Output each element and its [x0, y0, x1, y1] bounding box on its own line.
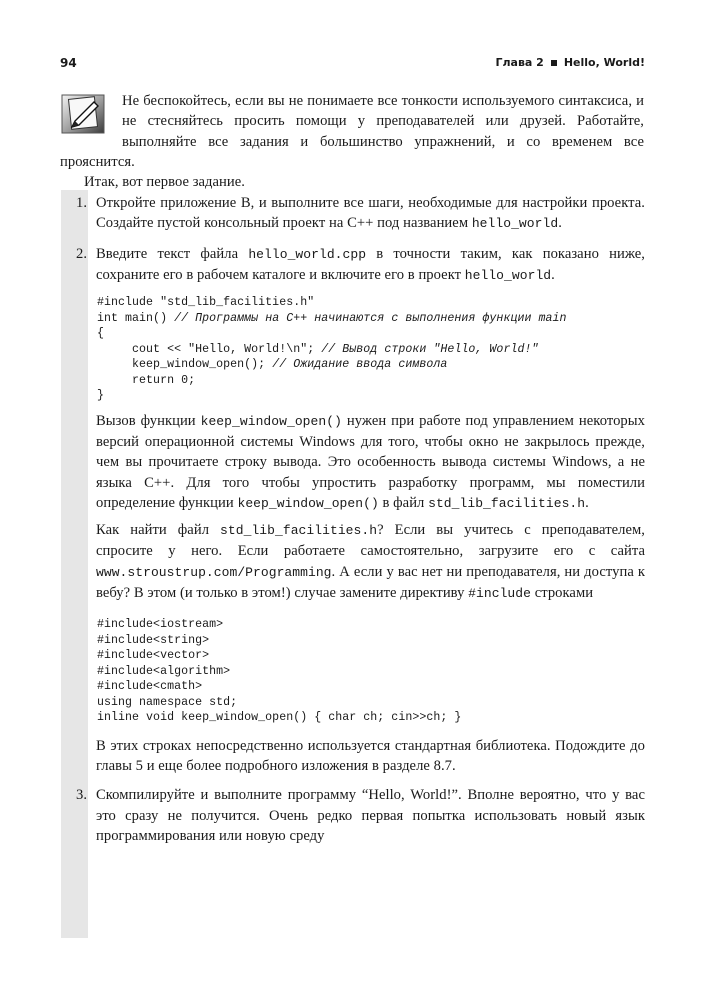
code-text: {: [97, 327, 105, 341]
code-line: #include<algorithm>: [97, 664, 231, 678]
file-name-code: hello_world.cpp: [248, 246, 367, 262]
code-comment: // Программы на С++ начинаются с выполнения функции main: [174, 311, 567, 325]
chapter-title: Hello, World!: [563, 56, 645, 69]
code-line: inline void keep_window_open() { char ch; cin>>ch; }: [97, 711, 462, 725]
project-name-code: hello_world: [471, 216, 559, 232]
item-2-tail: .: [551, 266, 555, 283]
code-line: #include<string>: [97, 633, 210, 647]
code-line: #include<iostream>: [97, 618, 224, 632]
pencil-note-icon: [61, 94, 105, 134]
p2-text-b: ? Если вы учитесь с преподавателем, спросите у него. Если работаете самостоятельно, загрузите его с сайта: [96, 522, 645, 560]
p1-text-d: в файл: [382, 494, 425, 511]
code-line: [97, 296, 314, 309]
item-number: 3.: [76, 787, 88, 804]
list-item-2: [61, 244, 645, 777]
code-block-includes: [97, 617, 645, 726]
item-1-text: Откройте приложение В, и выполните все шаги, необходимые для настройки проекта. Создайте пустой консольный проект на С++ под названием: [96, 195, 645, 232]
p2-text-d: строками: [534, 585, 594, 602]
code-line: [97, 327, 104, 340]
header-file-code: std_lib_facilities.h: [428, 495, 586, 511]
code-line: [97, 343, 538, 356]
stdlib-paragraph: В этих строках непосредственно используется стандартная библиотека. Подождите до главы 5 и еще более подробного изложения в разделе 8.7.: [96, 737, 645, 775]
list-item-3: [61, 785, 645, 846]
p2-text-c: . А если у вас нет ни преподавателя, ни доступа к вебу? В этом (и только в этом!) случае замените директиву: [96, 563, 645, 602]
item-text: [96, 244, 645, 287]
item-text: [96, 193, 645, 235]
note-paragraph: [60, 91, 644, 172]
project-name-code: hello_world: [464, 267, 552, 283]
list-item-1: [61, 193, 645, 235]
header-file-code: std_lib_facilities.h: [220, 523, 378, 539]
intro-paragraph: Итак, вот первое задание.: [84, 174, 245, 190]
item-number: 1.: [76, 195, 88, 211]
item-1-tail: .: [558, 215, 562, 232]
code-text: }: [97, 389, 105, 403]
item-number: 2.: [76, 245, 88, 262]
code-text: return 0;: [97, 373, 196, 387]
code-line: [97, 389, 104, 402]
website-url: www.stroustrup.com/Programming: [96, 564, 332, 580]
item-2-text-b: в точности таким, как показано ниже, сохраните его в рабочем каталоге и включите его в проект: [96, 245, 645, 283]
page-number: 94: [60, 56, 77, 70]
include-directive-code: #include: [468, 586, 531, 602]
code-line: [97, 374, 195, 387]
code-text: keep_window_open();: [97, 358, 273, 372]
code-line: #include<vector>: [97, 649, 210, 663]
code-comment: // Вывод строки "Hello, World!": [321, 342, 539, 356]
function-name-code: keep_window_open(): [200, 413, 342, 429]
code-text: int main(): [97, 311, 175, 325]
function-name-code: keep_window_open(): [237, 495, 379, 511]
code-block-hello-world: [97, 295, 645, 404]
code-comment: // Ожидание ввода символа: [272, 358, 448, 372]
code-line: [97, 358, 447, 371]
code-line: using namespace std;: [97, 695, 238, 709]
p1-tail: .: [585, 494, 589, 511]
explanation-paragraph: [96, 411, 645, 514]
p1-text-b: нужен при работе под управлением некоторых версий операционной системы Windows для того, чтобы окно не закрылось прежде, чем вы прочитаете строку вывода. Это особенность вывода системы Windows, а не языка С++. Для того чтобы упростить разработку программ, мы поместили определение функции: [96, 412, 645, 511]
p2-text-a: Как найти файл: [96, 522, 210, 539]
task-list: [61, 193, 645, 846]
item-text: Скомпилируйте и выполните программу “Hello, World!”. Вполне вероятно, что у вас это сразу не получится. Очень редко первая попытка использовать новый язык программирования или новую среду: [96, 787, 645, 845]
square-bullet-icon: [551, 60, 557, 66]
running-header: [495, 56, 645, 69]
code-line: [97, 312, 567, 325]
note-text: Не беспокойтесь, если вы не понимаете все тонкости используемого синтаксиса, и не стесняйтесь просить помощи у преподавателей или друзей. Работайте, выполняйте все задания и большинство упражнений, и со временем все прояснится.: [60, 93, 644, 170]
p1-text-a: Вызов функции: [96, 412, 196, 429]
code-line: #include<cmath>: [97, 680, 203, 694]
item-2-text-a: Введите текст файла: [96, 245, 239, 262]
code-text: cout << "Hello, World!\n";: [97, 342, 322, 356]
chapter-label: Глава 2: [495, 56, 544, 69]
code-text: #include "std_lib_facilities.h": [97, 296, 315, 310]
download-paragraph: [96, 520, 645, 604]
